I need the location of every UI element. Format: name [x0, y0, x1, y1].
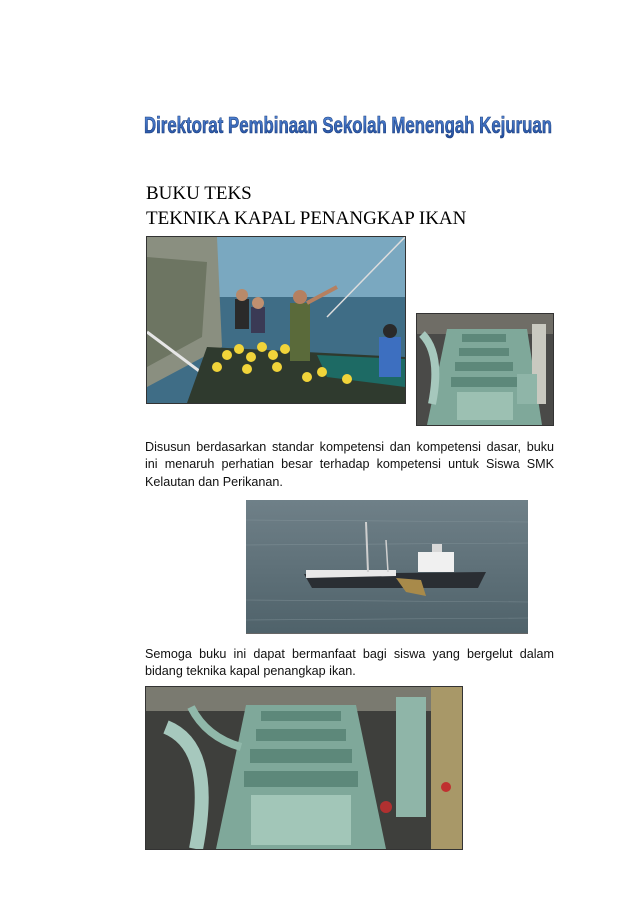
header-banner: [142, 106, 554, 142]
photo-fishing-vessel: [246, 500, 528, 634]
photo-fishermen-deck: [146, 236, 406, 404]
photo-engine-room-large: [145, 686, 463, 850]
closing-paragraph: Semoga buku ini dapat bermanfaat bagi siswa yang bergelut dalam bidang teknika kapal penangkap ikan.: [145, 647, 554, 679]
title-line-2: TEKNIKA KAPAL PENANGKAP IKAN: [146, 208, 467, 229]
photo-engine-room-small: [416, 313, 554, 426]
book-title: [146, 181, 466, 231]
banner-text: Direktorat Pembinaan Sekolah Menengah Kejuruan: [144, 112, 552, 138]
title-line-1: BUKU TEKS: [146, 183, 252, 204]
intro-paragraph: Disusun berdasarkan standar kompetensi dan kompetensi dasar, buku ini menaruh perhatian besar terhadap kompetensi untuk Siswa SMK Kelautan dan Perikanan.: [145, 440, 554, 489]
